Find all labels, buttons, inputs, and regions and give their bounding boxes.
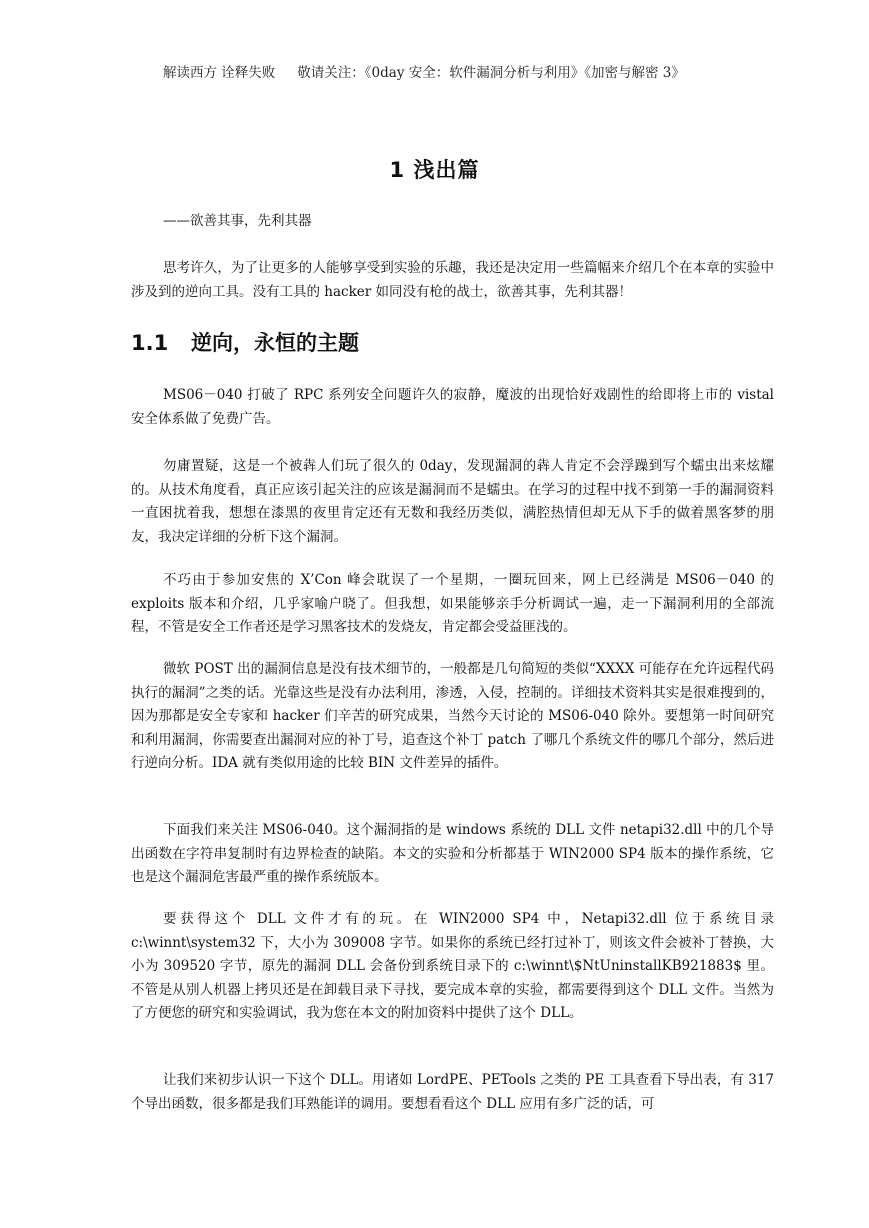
- paragraph-7: 让我们来初步认识一下这个 DLL。用诸如 LordPE、PETools 之类的 PE 工具查看下导出表，有 317 个导出函数，很多都是我们耳熟能详的调用。要想看看这个 DLL 应用有多广泛的话，可: [131, 1072, 774, 1112]
- chapter-title: 1 浅出篇: [389, 158, 480, 182]
- section-title-text: 逆向，永恒的主题: [191, 331, 359, 355]
- header-left-text: 解读西方 诠释失败: [163, 65, 276, 81]
- page-header: [163, 64, 685, 82]
- paragraph-intro: 思考许久，为了让更多的人能够享受到实验的乐趣，我还是决定用一些篇幅来介绍几个在本章的实验中涉及到的逆向工具。没有工具的 hacker 如同没有枪的战士，欲善其事，先利其器！: [131, 260, 774, 300]
- paragraph-6: 要获得这个 DLL 文件才有的玩。在 WIN2000 SP4 中，Netapi32.dll 位于系统目录 c:\winnt\system32 下，大小为 309008 字节。如果你的系统已经打过补丁，则该文件会被补丁替换，大小为 309520 字节，原先的漏洞 DLL 会备份到系统目录下的 c:\winnt\$NtUninstallKB921883$ 里。不管是从别人机器上拷贝还是在卸载目录下寻找，要完成本章的实验，都需要得到这个 DLL 文件。当然为了方便您的研究和实验调试，我为您在本文的附加资料中提供了这个 DLL。: [131, 911, 774, 1021]
- paragraph-1: MS06－040 打破了 RPC 系列安全问题许久的寂静，魔波的出现恰好戏剧性的给即将上市的 vistal 安全体系做了免费广告。: [131, 387, 774, 427]
- paragraph-5: 下面我们来关注 MS06-040。这个漏洞指的是 windows 系统的 DLL 文件 netapi32.dll 中的几个导出函数在字符串复制时有边界检查的缺陷。本文的实验和分析都基于 WIN2000 SP4 版本的操作系统，它也是这个漏洞危害最严重的操作系统版本。: [131, 822, 774, 885]
- paragraph-4: 微软 POST 出的漏洞信息是没有技术细节的，一般都是几句简短的类似“XXXX 可能存在允许远程代码执行的漏洞”之类的话。光靠这些是没有办法利用，渗透，入侵，控制的。详细技术资料其实是很难搜到的，因为那都是安全专家和 hacker 们辛苦的研究成果，当然今天讨论的 MS06-040 除外。要想第一时间研究和利用漏洞，你需要查出漏洞对应的补丁号，追查这个补丁 patch 了哪几个系统文件的哪几个部分，然后进行逆向分析。IDA 就有类似用途的比较 BIN 文件差异的插件。: [131, 661, 774, 771]
- paragraph-2: 勿庸置疑，这是一个被犇人们玩了很久的 0day，发现漏洞的犇人肯定不会浮躁到写个蠕虫出来炫耀的。从技术角度看，真正应该引起关注的应该是漏洞而不是蠕虫。在学习的过程中找不到第一手的漏洞资料一直困扰着我，想想在漆黑的夜里肯定还有无数和我经历类似，满腔热情但却无从下手的做着黑客梦的朋友，我决定详细的分析下这个漏洞。: [131, 458, 774, 545]
- paragraph-3: 不巧由于参加安焦的 X’Con 峰会耽误了一个星期，一圈玩回来，网上已经满是 MS06－040 的 exploits 版本和介绍，几乎家喻户晓了。但我想，如果能够亲手分析调试一遍，走一下漏洞利用的全部流程，不管是安全工作者还是学习黑客技术的发烧友，肯定都会受益匪浅的。: [131, 572, 774, 635]
- section-number: 1.1: [131, 331, 169, 355]
- chapter-epigraph: ——欲善其事，先利其器: [163, 213, 312, 229]
- section-heading: [131, 328, 359, 358]
- header-right-text: 敬请关注：《0day 安全：软件漏洞分析与利用》《加密与解密 3》: [297, 65, 685, 81]
